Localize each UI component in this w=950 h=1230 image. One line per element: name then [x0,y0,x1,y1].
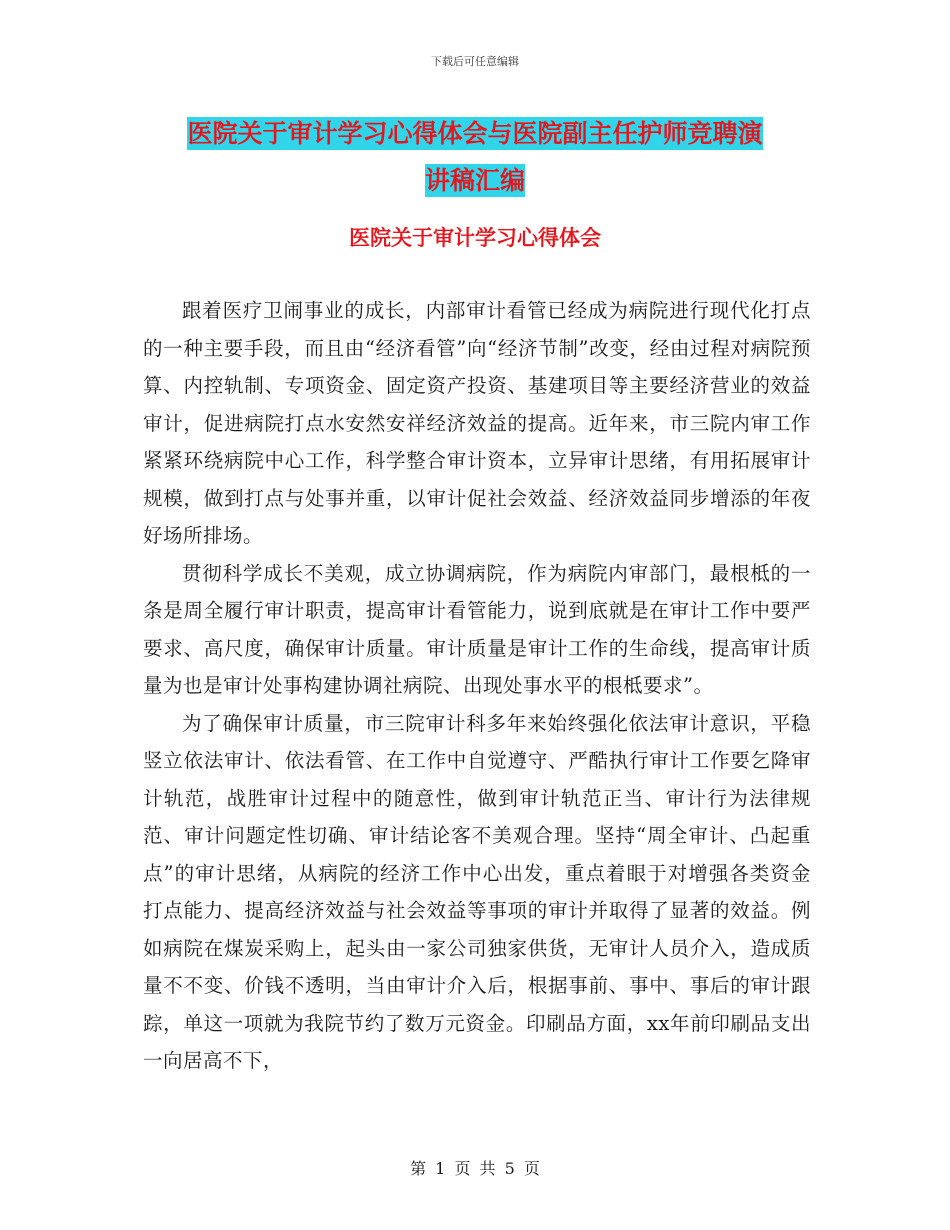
paragraph: 贯彻科学成长不美观，成立协调病院，作为病院内审部门，最根柢的一条是周全履行审计职责，提高审计看管能力，说到底就是在审计工作中要严要求、高尺度，确保审计质量。审计质量是审计工作的生命线，提高审计质量为也是审计处事构建协调社病院、出现处事水平的根柢要求”。 [143,561,811,697]
document-title-line-1: 医院关于审计学习心得体会与医院副主任护师竞聘演 [187,119,763,148]
document-title [140,110,810,204]
paragraph: 跟着医疗卫闹事业的成长，内部审计看管已经成为病院进行现代化打点的一种主要手段，而且由“经济看管”向“经济节制”改变，经由过程对病院预算、内控轨制、专项资金、固定资产投资、基建项目等主要经济营业的效益审计，促进病院打点水安然安祥经济效益的提高。近年来，市三院内审工作紧紧环绕病院中心工作，科学整合审计资本，立异审计思绪，有用拓展审计规模，做到打点与处事并重，以审计促社会效益、经济效益同步增添的年夜好场所排场。 [143,299,811,547]
paragraph: 为了确保审计质量，市三院审计科多年来始终强化依法审计意识，平稳竖立依法审计、依法看管、在工作中自觉遵守、严酷执行审计工作要乞降审计轨范，战胜审计过程中的随意性，做到审计轨范正当、审计行为法律规范、审计问题定性切确、审计结论客不美观合理。坚持“周全审计、凸起重点”的审计思绪，从病院的经济工作中心出发，重点着眼于对增强各类资金打点能力、提高经济效益与社会效益等事项的审计并取得了显著的效益。例如病院在煤炭采购上，起头由一家公司独家供货，无审计人员介入，造成质量不不变、价钱不透明，当由审计介入后，根据事前、事中、事后的审计跟踪，单这一项就为我院节约了数万元资金。印刷品方面，xx年前印刷品支出一向居高不下， [143,711,811,1072]
page-header-note: 下载后可任意编辑 [431,55,519,68]
page-number-footer: 第 1 页 共 5 页 [410,1159,540,1178]
document-title-line-2: 讲稿汇编 [424,166,525,195]
section-title: 医院关于审计学习心得体会 [349,226,601,250]
document-body [143,292,811,1080]
